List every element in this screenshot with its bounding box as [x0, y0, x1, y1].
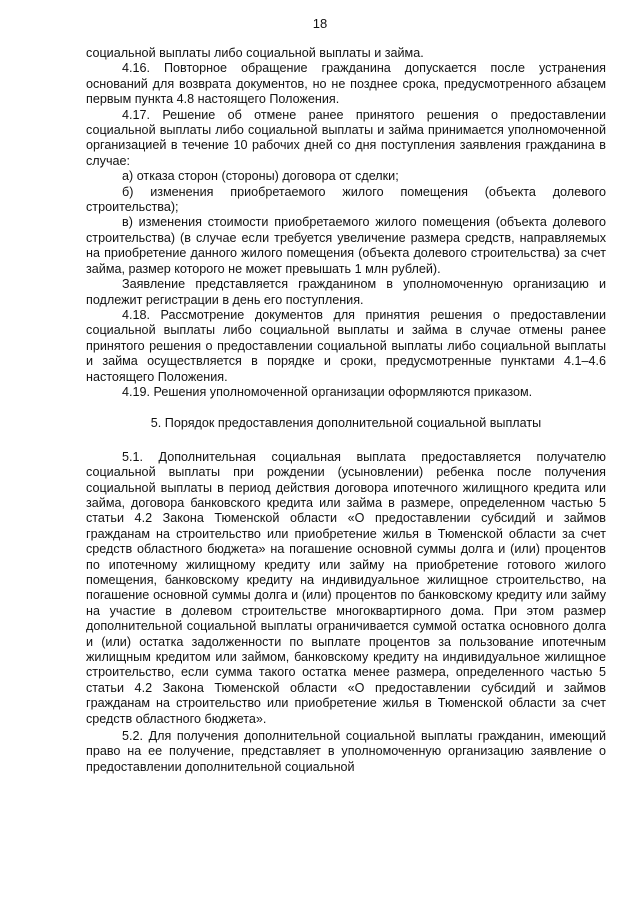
list-item-b: б) изменения приобретаемого жилого помещения (объекта долевого строительства); — [86, 184, 606, 215]
section-title: 5. Порядок предоставления дополнительной социальной выплаты — [150, 416, 542, 431]
list-item-a: а) отказа сторон (стороны) договора от сделки; — [122, 169, 399, 184]
clause-4-16: 4.16. Повторное обращение гражданина допускается после устранения оснований для возврата документов, но не позднее срока, предусмотренного абзацем первым пункта 4.8 настоящего Положения. — [86, 61, 606, 107]
clause-5-2: 5.2. Для получения дополнительной социальной выплаты гражданин, имеющий право на ее получение, представляет в уполномоченную организацию заявление о предоставлении дополнительной социальной — [86, 729, 606, 774]
clause-4-17: 4.17. Решение об отмене ранее принятого решения о предоставлении социальной выплаты либо социальной выплаты и займа принимается уполномоченной организацией в течение 10 рабочих дней со дня поступления заявления гражданина в случае: — [86, 107, 606, 168]
clause-4-19: 4.19. Решения уполномоченной организации оформляются приказом. — [122, 384, 533, 399]
clause-5-1: 5.1. Дополнительная социальная выплата предоставляется получателю социальной выплаты при рождении (усыновлении) ребенка после получения социальной выплаты в период действия договора ипотечного жилищного кредита или займа, договора банковского кредита или займа в размере, определенном частью 5 статьи 4.2 Закона Тюменской области «О предоставлении субсидий и займов гражданам на строительство или приобретение жилья в Тюменской области за счет средств областного бюджета» на погашение основной суммы долга и (или) процентов по ипотечному жилищному кредиту или займу на приобретение готового жилого помещения, банковскому кредиту на индивидуальное жилищное строительство, на погашение основной суммы долга и (или) процентов по банковскому кредиту или займу на участие в долевом строительстве многоквартирного дома. При этом размер дополнительной социальной выплаты ограничивается суммой остатка основного долга и (или) остатка задолженности по выплате процентов за пользование ипотечным жилищным кредитом или займом, банковскому кредиту на индивидуальное жилищное строительство, если сумма такого остатка менее размера, определенного частью 5 статьи 4.2 Закона Тюменской области «О предоставлении субсидий и займов гражданам на строительство или приобретение жилья в Тюменской области за счет средств областного бюджета». — [86, 449, 606, 726]
list-item-v: в) изменения стоимости приобретаемого жилого помещения (объекта долевого строительства) (в случае если требуется увеличение размера средств, направляемых на приобретение данного жилого помещения (объекта долевого строительства) за счет займа, размер которого не может превышать 1 млн рублей). — [86, 215, 606, 276]
document-body — [86, 46, 606, 775]
page-number: 18 — [312, 16, 328, 31]
application-paragraph: Заявление представляется гражданином в уполномоченную организацию и подлежит регистрации в день его поступления. — [86, 277, 606, 307]
paragraph-continuation: социальной выплаты либо социальной выплаты и займа. — [86, 46, 424, 60]
clause-4-18: 4.18. Рассмотрение документов для принятия решения о предоставлении социальной выплаты либо социальной выплаты и займа в случае отмены ранее принятого решения о предоставлении социальной выплаты либо социальной выплаты и займа осуществляется в порядке и сроки, предусмотренные пунктами 4.1–4.6 настоящего Положения. — [86, 307, 606, 384]
